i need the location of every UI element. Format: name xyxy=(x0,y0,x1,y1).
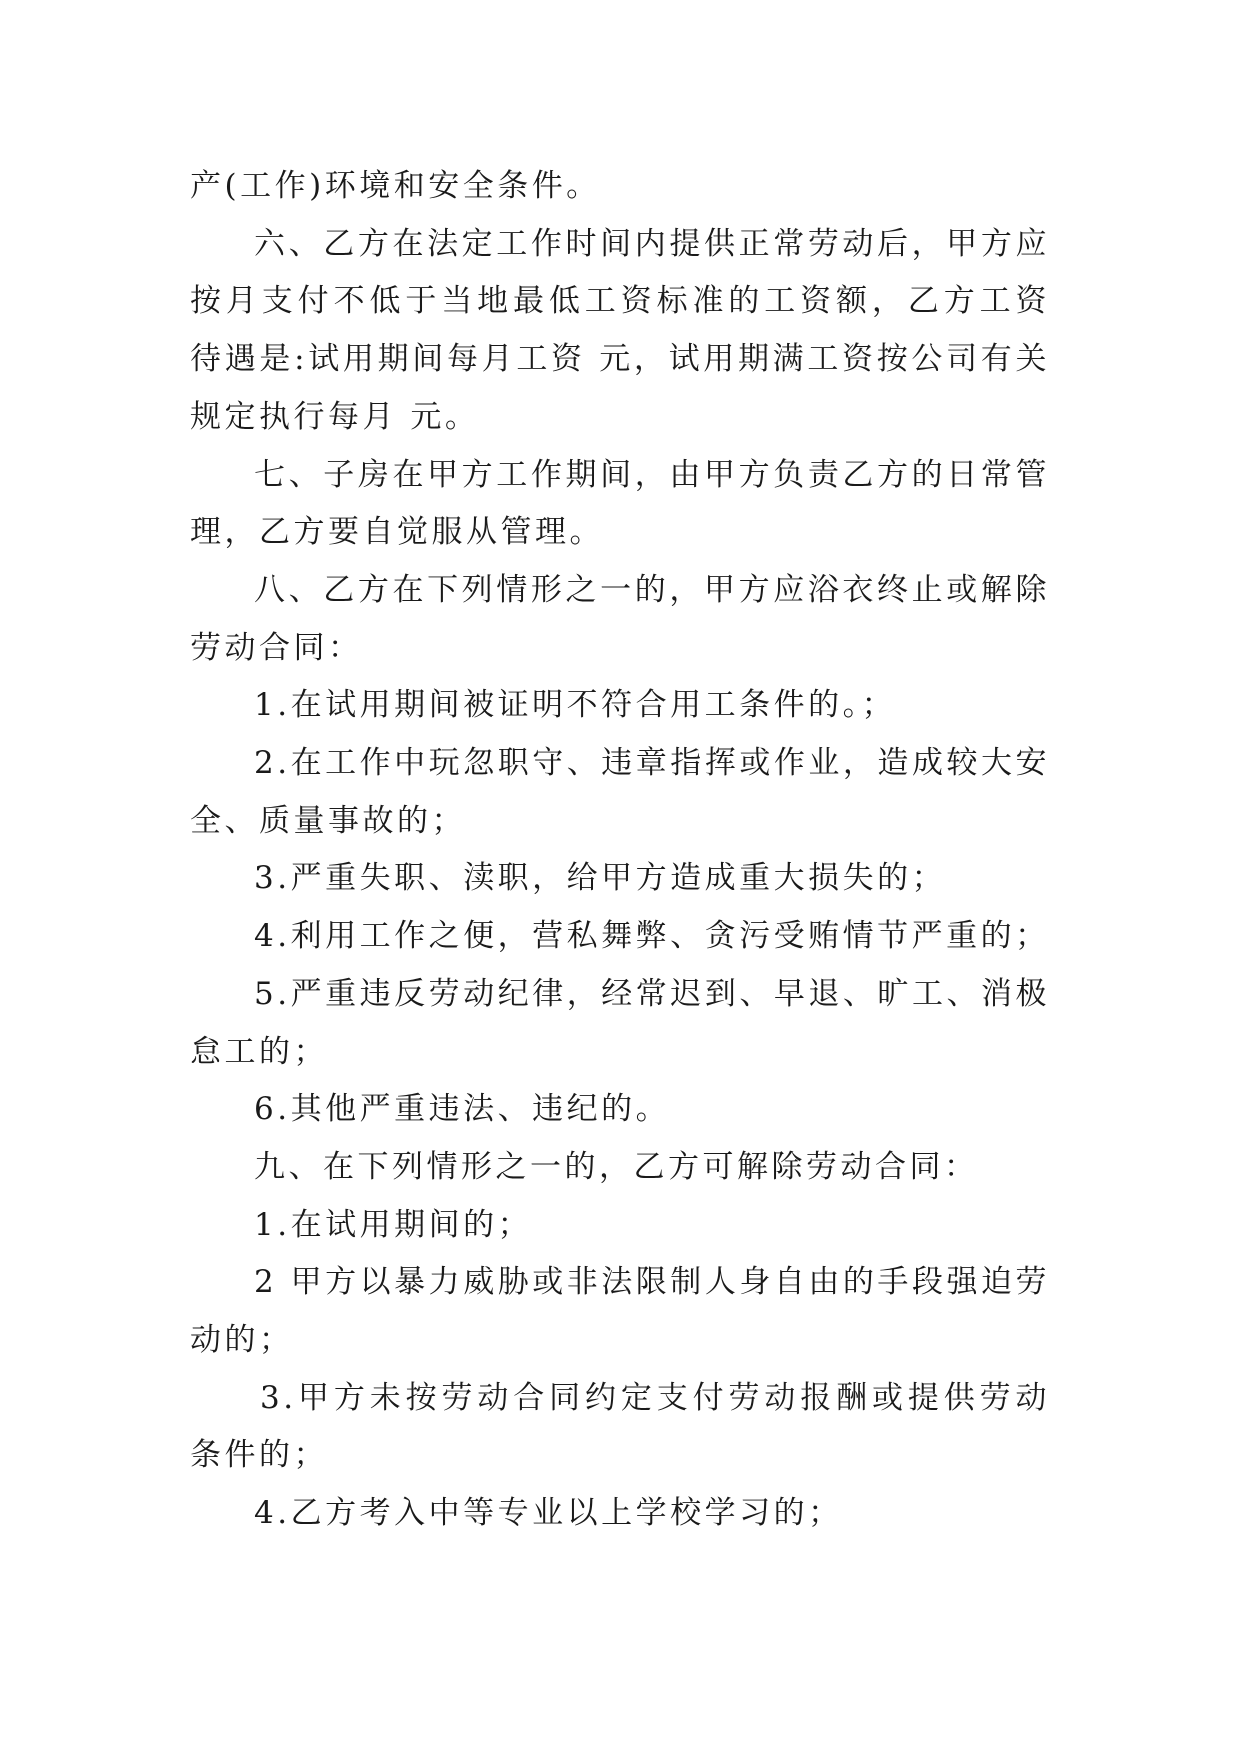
paragraph-continuation: 产(工作)环境和安全条件。 xyxy=(190,168,601,204)
clause-8-item-4: 4.利用工作之便，营私舞弊、贪污受贿情节严重的； xyxy=(254,918,1050,955)
clause-8-item-3: 3.严重失职、渎职，给甲方造成重大损失的； xyxy=(254,860,947,897)
clause-8-item-1: 1.在试用期间被证明不符合用工条件的。； xyxy=(254,687,897,724)
clause-8-paragraph: 八、乙方在下列情形之一的，甲方应浴衣终止或解除劳动合同： xyxy=(190,571,1050,666)
clause-9-item-3: 3.甲方未按劳动合同约定支付劳动报酬或提供劳动条件的； xyxy=(190,1379,1050,1474)
clause-8-item-6: 6.其他严重违法、违纪的。 xyxy=(254,1091,671,1128)
clause-9-item-1: 1.在试用期间的； xyxy=(254,1206,533,1243)
clause-8-item-5: 5.严重违反劳动纪律，经常迟到、早退、旷工、消极怠工的； xyxy=(190,975,1050,1070)
clause-9-item-2: 2 甲方以暴力威胁或非法限制人身自由的手段强迫劳动的； xyxy=(190,1264,1050,1359)
clause-9-item-4: 4.乙方考入中等专业以上学校学习的； xyxy=(254,1495,843,1532)
document-body xyxy=(190,158,1050,1543)
clause-8-item-2: 2.在工作中玩忽职守、违章指挥或作业，造成较大安全、质量事故的； xyxy=(190,745,1050,839)
clause-6-paragraph: 六、乙方在法定工作时间内提供正常劳动后，甲方应按月支付不低于当地最低工资标准的工资额，乙方工资待遇是:试用期间每月工资 元，试用期满工资按公司有关规定执行每月 元。 xyxy=(190,225,1050,435)
clause-9-paragraph: 九、在下列情形之一的，乙方可解除劳动合同： xyxy=(254,1148,979,1185)
clause-7-paragraph: 七、子房在甲方工作期间，由甲方负责乙方的日常管理，乙方要自觉服从管理。 xyxy=(190,456,1050,551)
